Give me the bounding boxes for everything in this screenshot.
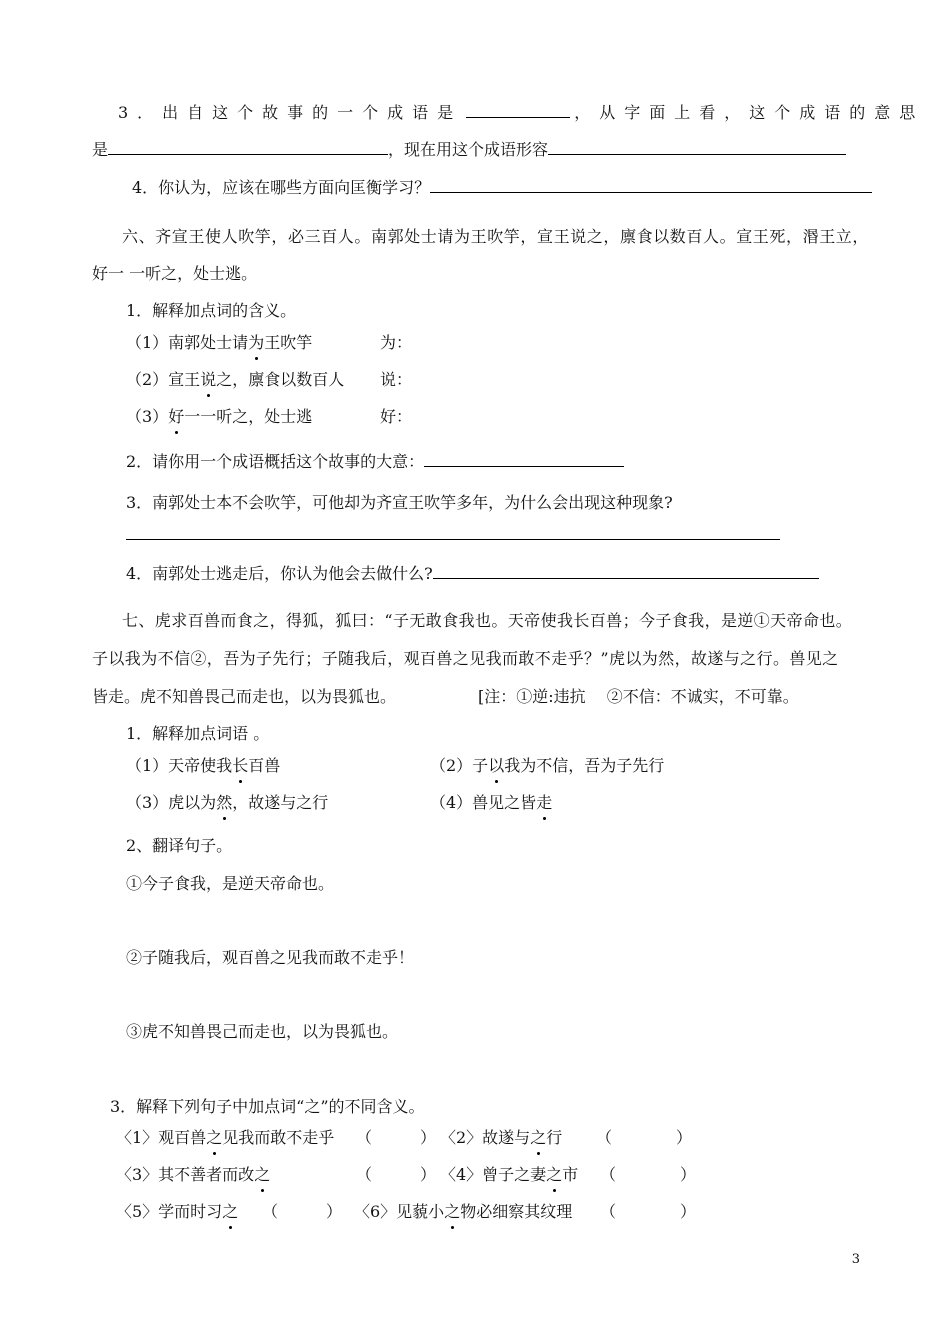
s6-item-2-post: 之，廪食以数百人 xyxy=(216,370,345,389)
s7-item-3 xyxy=(126,792,328,814)
q3zhi-item-6 xyxy=(354,1201,572,1223)
s6-item-1-dot-word: 为 xyxy=(248,333,265,352)
q3zhi-item-4-paren[interactable]: （ ） xyxy=(600,1165,697,1184)
s7-item-3-post: ，故遂与之行 xyxy=(232,793,329,812)
q3zhi-item-2-paren[interactable]: （ ） xyxy=(596,1128,693,1147)
q3zhi-item-1 xyxy=(116,1127,334,1149)
q3-blank-describe[interactable] xyxy=(548,136,846,155)
s6-item-2-label: 说： xyxy=(380,370,413,389)
s6-q2: 2．请你用一个成语概括这个故事的大意： xyxy=(126,452,425,471)
s7-q2: 2、翻译句子。 xyxy=(126,836,233,855)
q3zhi-item-1-paren[interactable]: （ ） xyxy=(356,1128,437,1147)
q3zhi-item-1-dot-word: 之 xyxy=(206,1128,223,1147)
q3-text-d: ，现在用这个成语形容 xyxy=(388,140,549,159)
s7-item-2-pre: （2）子 xyxy=(430,756,489,775)
s7-passage-line1: 七、虎求百兽而食之，得狐，狐曰：“子无敢食我也。天帝使我长百兽；今子食我，是逆①天帝命也。 xyxy=(122,611,853,630)
s6-item-1-pre: （1）南郭处士请 xyxy=(126,333,249,352)
q3zhi-item-5-paren[interactable]: （ ） xyxy=(262,1202,343,1221)
q4-text: 4．你认为，应该在哪些方面向匡衡学习？ xyxy=(132,178,431,197)
s6-passage-line1: 六、齐宣王使人吹竽，必三百人。南郭处士请为王吹竽，宣王说之，廪食以数百人。宣王死，湣王立， xyxy=(122,227,870,246)
s6-q4-line xyxy=(126,560,819,585)
q3zhi-title: 3．解释下列句子中加点词“之”的不同含义。 xyxy=(110,1097,425,1116)
q3zhi-item-6-paren[interactable]: （ ） xyxy=(600,1202,697,1221)
s7-item-1-pre: （1）天帝使我 xyxy=(126,756,233,775)
s7-passage-line3: 皆走。虎不知兽畏己而走也，以为畏狐也。 xyxy=(92,687,397,706)
q3zhi-item-2-dot-word: 之 xyxy=(530,1128,547,1147)
s6-q2-line xyxy=(126,448,624,473)
s6-item-1-post: 王吹竽 xyxy=(264,333,313,352)
s6-q4-blank[interactable] xyxy=(433,560,819,579)
q3zhi-item-2 xyxy=(440,1127,562,1149)
s6-q1: 1．解释加点词的含义。 xyxy=(126,301,297,320)
s6-item-3-pre: （3） xyxy=(126,407,169,426)
s7-item-3-dot-word: 然 xyxy=(216,793,233,812)
s6-item-1-label: 为： xyxy=(380,333,413,352)
q3zhi-item-2-pre: 〈2〉故遂与 xyxy=(440,1128,531,1147)
s6-item-3 xyxy=(126,406,312,428)
q3zhi-item-6-post: 物必细察其纹理 xyxy=(460,1202,573,1221)
s6-q4: 4．南郭处士逃走后，你认为他会去做什么? xyxy=(126,564,433,583)
q3zhi-item-3 xyxy=(116,1164,270,1186)
s7-item-4-dot-word: 走 xyxy=(536,793,553,812)
s7-item-1 xyxy=(126,755,280,777)
s7-note: [注：①逆:违抗 ②不信：不诚实，不可靠。 xyxy=(478,687,799,706)
s7-translate-2: ②子随我后，观百兽之见我而敢不走乎！ xyxy=(126,948,415,967)
q3-text-c: 是 xyxy=(92,140,109,159)
q3zhi-item-4-pre: 〈4〉曾子之妻 xyxy=(440,1165,547,1184)
s6-item-3-post: 一一听之，处士逃 xyxy=(184,407,313,426)
q3zhi-item-5-dot-word: 之 xyxy=(222,1202,239,1221)
s6-item-3-label: 好： xyxy=(380,407,413,426)
s6-item-1 xyxy=(126,332,312,354)
page-number: 3 xyxy=(851,1252,860,1267)
s6-item-2-pre: （2）宣王 xyxy=(126,370,201,389)
s7-item-1-dot-word: 长 xyxy=(232,756,249,775)
s7-q1: 1．解释加点词语 。 xyxy=(126,724,270,743)
s7-item-3-pre: （3）虎以为 xyxy=(126,793,217,812)
q3zhi-item-3-paren[interactable]: （ ） xyxy=(356,1165,437,1184)
s7-translate-3: ③虎不知兽畏己而走也，以为畏狐也。 xyxy=(126,1022,399,1041)
q3zhi-item-1-pre: 〈1〉观百兽 xyxy=(116,1128,207,1147)
s7-item-4-pre: （4）兽见之皆 xyxy=(430,793,537,812)
s7-translate-1: ①今子食我，是逆天帝命也。 xyxy=(126,874,335,893)
q3-line2 xyxy=(92,136,846,161)
q4-blank[interactable] xyxy=(430,174,872,193)
s7-item-4 xyxy=(430,792,552,814)
q3-line1 xyxy=(118,99,924,124)
s7-item-2-dot-word: 以 xyxy=(488,756,505,775)
q3zhi-item-2-post: 行 xyxy=(546,1128,563,1147)
q3-blank-meaning[interactable] xyxy=(108,136,388,155)
q3zhi-item-6-dot-word: 之 xyxy=(444,1202,461,1221)
s6-item-2-dot-word: 说 xyxy=(200,370,217,389)
q3-text-a: 3．出自这个故事的一个成语是 xyxy=(118,103,463,122)
s7-passage-line2: 子以我为不信②，吾为子先行；子随我后，观百兽之见我而敢不走乎？”虎以为然，故遂与之行。兽见之 xyxy=(92,649,839,668)
q4-line xyxy=(132,174,872,199)
s6-q2-blank[interactable] xyxy=(424,448,624,467)
s6-item-2 xyxy=(126,369,344,391)
q3zhi-item-3-pre: 〈3〉其不善者而改 xyxy=(116,1165,255,1184)
q3zhi-item-4-dot-word: 之 xyxy=(546,1165,563,1184)
s6-passage-line2: 好一 一听之，处士逃。 xyxy=(92,264,258,283)
s7-item-1-post: 百兽 xyxy=(248,756,281,775)
q3zhi-item-4-post: 市 xyxy=(562,1165,579,1184)
s7-item-2-post: 我为不信，吾为子先行 xyxy=(504,756,665,775)
q3zhi-item-4 xyxy=(440,1164,578,1186)
s6-q3: 3．南郭处士本不会吹竽，可他却为齐宣王吹竽多年，为什么会出现这种现象? xyxy=(126,493,673,512)
s6-q3-answer-line[interactable] xyxy=(126,539,780,540)
q3zhi-item-1-post: 见我而敢不走乎 xyxy=(222,1128,335,1147)
q3zhi-item-3-dot-word: 之 xyxy=(254,1165,271,1184)
s6-item-3-dot-word: 好 xyxy=(168,407,185,426)
q3zhi-item-6-pre: 〈6〉见藐小 xyxy=(354,1202,445,1221)
q3-blank-idiom[interactable] xyxy=(466,99,570,118)
q3zhi-item-5 xyxy=(116,1201,238,1223)
q3-text-b: ，从字面上看，这个成语的意思 xyxy=(574,103,925,122)
s7-item-2 xyxy=(430,755,664,777)
q3zhi-item-5-pre: 〈5〉学而时习 xyxy=(116,1202,223,1221)
